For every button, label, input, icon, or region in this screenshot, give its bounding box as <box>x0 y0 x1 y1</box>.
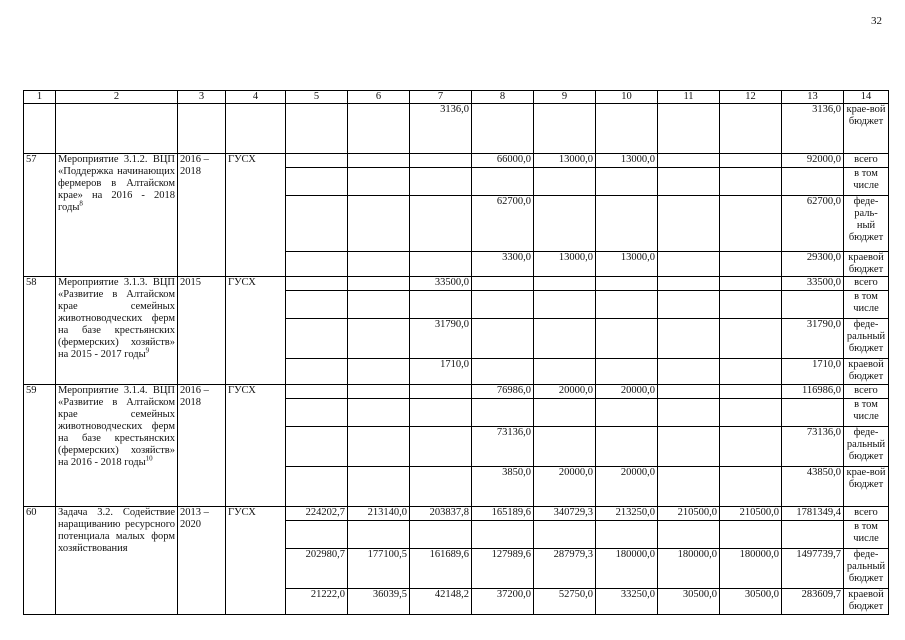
amount-cell <box>720 277 782 291</box>
amount-cell <box>720 168 782 196</box>
carryover-row <box>24 104 889 154</box>
amount-cell <box>534 168 596 196</box>
amount-cell <box>596 427 658 467</box>
measure-title <box>56 385 178 507</box>
period-cell: 2015 <box>178 277 226 385</box>
amount-cell: 33250,0 <box>596 589 658 615</box>
cell <box>178 104 226 154</box>
amount-cell <box>534 277 596 291</box>
budget-type-cell: феде-ральный бюджет <box>844 549 889 589</box>
amount-cell <box>720 252 782 277</box>
amount-cell <box>348 168 410 196</box>
amount-cell <box>596 521 658 549</box>
amount-cell: 213140,0 <box>348 507 410 521</box>
cell <box>348 104 410 154</box>
measure-title <box>56 507 178 615</box>
amount-cell <box>348 399 410 427</box>
amount-cell <box>472 291 534 319</box>
amount-cell: 13000,0 <box>596 252 658 277</box>
amount-cell: 31790,0 <box>782 319 844 359</box>
budget-type-cell: в том числе <box>844 291 889 319</box>
amount-cell <box>596 399 658 427</box>
amount-cell <box>286 277 348 291</box>
amount-cell: 13000,0 <box>596 154 658 168</box>
amount-cell <box>348 319 410 359</box>
amount-cell: 21222,0 <box>286 589 348 615</box>
amount-cell: 177100,5 <box>348 549 410 589</box>
amount-cell: 116986,0 <box>782 385 844 399</box>
amount-cell <box>286 252 348 277</box>
column-header: 6 <box>348 91 410 104</box>
row-number: 57 <box>24 154 56 277</box>
amount-cell <box>472 521 534 549</box>
amount-cell <box>658 427 720 467</box>
footnote-marker: 9 <box>145 346 150 355</box>
table-row <box>24 277 889 291</box>
executor-cell: ГУСХ <box>226 385 286 507</box>
measure-title <box>56 154 178 277</box>
amount-cell <box>534 319 596 359</box>
amount-cell <box>596 168 658 196</box>
period-cell: 2013 – 2020 <box>178 507 226 615</box>
amount-cell <box>658 168 720 196</box>
amount-cell <box>410 291 472 319</box>
cell <box>226 104 286 154</box>
executor-cell: ГУСХ <box>226 507 286 615</box>
column-header: 10 <box>596 91 658 104</box>
amount-cell: 1781349,4 <box>782 507 844 521</box>
amount-cell <box>348 154 410 168</box>
amount-cell <box>410 399 472 427</box>
column-header: 5 <box>286 91 348 104</box>
amount-cell: 180000,0 <box>658 549 720 589</box>
amount-cell: 161689,6 <box>410 549 472 589</box>
budget-type-cell: в том числе <box>844 399 889 427</box>
measure-title-text: Задача 3.2. Содействие наращиванию ресурсного потенциала малых форм хозяйствования <box>58 507 175 554</box>
amount-cell <box>286 399 348 427</box>
measure-title-text: Мероприятие 3.1.4. ВЦП «Развитие в Алтайском крае семейных животноводческих ферм на базе крестьянских (фермерских) хозяйств» на 2016 - 2018 годы <box>58 385 175 468</box>
budget-type-cell: краевой бюджет <box>844 252 889 277</box>
amount-cell <box>596 319 658 359</box>
budget-type-cell: в том числе <box>844 168 889 196</box>
budget-type-cell: крае-вой бюджет <box>844 467 889 507</box>
amount-cell <box>348 277 410 291</box>
amount-cell: 33500,0 <box>410 277 472 291</box>
amount-cell: 66000,0 <box>472 154 534 168</box>
amount-cell <box>286 154 348 168</box>
amount-cell: 20000,0 <box>534 385 596 399</box>
amount-cell <box>658 277 720 291</box>
column-header: 4 <box>226 91 286 104</box>
budget-type-cell: в том числе <box>844 521 889 549</box>
amount-cell: 127989,6 <box>472 549 534 589</box>
amount-cell: 1710,0 <box>782 359 844 385</box>
amount-cell: 92000,0 <box>782 154 844 168</box>
amount-cell <box>720 399 782 427</box>
amount-cell: 180000,0 <box>596 549 658 589</box>
amount-cell <box>348 196 410 252</box>
amount-cell: 30500,0 <box>720 589 782 615</box>
column-header: 9 <box>534 91 596 104</box>
budget-type-cell: краевой бюджет <box>844 589 889 615</box>
amount-cell <box>658 385 720 399</box>
amount-cell <box>596 277 658 291</box>
column-header: 1 <box>24 91 56 104</box>
amount-cell: 52750,0 <box>534 589 596 615</box>
amount-cell: 20000,0 <box>596 467 658 507</box>
measure-title-text: Мероприятие 3.1.3. ВЦП «Развитие в Алтайском крае семейных животноводческих ферм на базе крестьянских (фермерских) хозяйств» на 2015 - 2017 годы <box>58 277 175 360</box>
amount-cell: 202980,7 <box>286 549 348 589</box>
column-header: 11 <box>658 91 720 104</box>
amount-cell <box>348 252 410 277</box>
amount-cell: 29300,0 <box>782 252 844 277</box>
amount-cell <box>720 154 782 168</box>
footnote-marker: 8 <box>79 199 83 208</box>
cell <box>596 104 658 154</box>
amount-cell <box>782 168 844 196</box>
amount-cell: 13000,0 <box>534 154 596 168</box>
amount-cell <box>410 521 472 549</box>
amount-cell: 283609,7 <box>782 589 844 615</box>
amount-cell <box>658 399 720 427</box>
amount-cell <box>472 359 534 385</box>
cell <box>56 104 178 154</box>
amount-cell <box>286 196 348 252</box>
budget-type-cell: всего <box>844 507 889 521</box>
column-header: 7 <box>410 91 472 104</box>
amount-cell: 73136,0 <box>472 427 534 467</box>
amount-cell <box>534 291 596 319</box>
row-number: 58 <box>24 277 56 385</box>
amount-cell <box>348 385 410 399</box>
amount-cell <box>720 427 782 467</box>
amount-cell <box>286 168 348 196</box>
amount-cell <box>286 359 348 385</box>
amount-cell <box>782 399 844 427</box>
page-number: 32 <box>871 15 882 27</box>
amount-cell <box>348 291 410 319</box>
amount-cell: 30500,0 <box>658 589 720 615</box>
amount-cell: 224202,7 <box>286 507 348 521</box>
amount-cell <box>286 291 348 319</box>
amount-cell <box>286 427 348 467</box>
amount-cell <box>596 359 658 385</box>
period-cell: 2016 – 2018 <box>178 154 226 277</box>
amount-cell: 62700,0 <box>782 196 844 252</box>
budget-type-cell: крае-вой бюджет <box>844 104 889 154</box>
amount-cell <box>658 252 720 277</box>
budget-type-cell: феде-ральный бюджет <box>844 319 889 359</box>
amount-cell: 76986,0 <box>472 385 534 399</box>
amount-cell: 20000,0 <box>596 385 658 399</box>
amount-cell: 31790,0 <box>410 319 472 359</box>
column-header: 14 <box>844 91 889 104</box>
amount-cell <box>410 196 472 252</box>
amount-cell: 13000,0 <box>534 252 596 277</box>
amount-cell <box>720 291 782 319</box>
amount-cell <box>658 291 720 319</box>
amount-cell <box>658 521 720 549</box>
measure-title <box>56 277 178 385</box>
amount-cell <box>348 467 410 507</box>
amount-cell <box>286 467 348 507</box>
amount-cell <box>720 467 782 507</box>
amount-cell: 20000,0 <box>534 467 596 507</box>
row-number: 60 <box>24 507 56 615</box>
amount-cell: 165189,6 <box>472 507 534 521</box>
amount-cell <box>658 467 720 507</box>
cell <box>534 104 596 154</box>
amount-cell <box>472 277 534 291</box>
amount-cell: 203837,8 <box>410 507 472 521</box>
amount-cell <box>348 521 410 549</box>
executor-cell: ГУСХ <box>226 277 286 385</box>
amount-cell <box>286 385 348 399</box>
amount-cell: 340729,3 <box>534 507 596 521</box>
amount-cell <box>534 521 596 549</box>
amount-cell <box>534 427 596 467</box>
amount-cell <box>720 319 782 359</box>
budget-type-cell: всего <box>844 385 889 399</box>
amount-cell: 210500,0 <box>720 507 782 521</box>
amount-cell <box>720 196 782 252</box>
measure-title-text: Мероприятие 3.1.2. ВЦП «Поддержка начинающих фермеров в Алтайском крае» на 2016 - 2018 годы <box>58 154 175 213</box>
amount-cell <box>658 359 720 385</box>
cell <box>658 104 720 154</box>
amount-cell: 3136,0 <box>782 104 844 154</box>
cell <box>472 104 534 154</box>
amount-cell <box>472 168 534 196</box>
amount-cell <box>410 467 472 507</box>
amount-cell <box>472 319 534 359</box>
amount-cell: 3850,0 <box>472 467 534 507</box>
amount-cell <box>410 168 472 196</box>
executor-cell: ГУСХ <box>226 154 286 277</box>
budget-type-cell: всего <box>844 154 889 168</box>
cell <box>24 104 56 154</box>
amount-cell <box>658 154 720 168</box>
cell <box>286 104 348 154</box>
amount-cell: 180000,0 <box>720 549 782 589</box>
cell <box>720 104 782 154</box>
amount-cell <box>596 291 658 319</box>
amount-cell: 33500,0 <box>782 277 844 291</box>
table-row <box>24 385 889 399</box>
footnote-marker: 10 <box>145 454 153 463</box>
amount-cell: 43850,0 <box>782 467 844 507</box>
amount-cell: 213250,0 <box>596 507 658 521</box>
amount-cell <box>534 359 596 385</box>
table-row <box>24 154 889 168</box>
column-header: 3 <box>178 91 226 104</box>
amount-cell: 287979,3 <box>534 549 596 589</box>
amount-cell <box>720 521 782 549</box>
amount-cell <box>410 252 472 277</box>
amount-cell: 42148,2 <box>410 589 472 615</box>
column-header-row <box>24 91 889 104</box>
amount-cell <box>348 427 410 467</box>
amount-cell: 3300,0 <box>472 252 534 277</box>
amount-cell <box>720 385 782 399</box>
amount-cell: 36039,5 <box>348 589 410 615</box>
amount-cell <box>410 427 472 467</box>
amount-cell <box>596 196 658 252</box>
amount-cell <box>782 291 844 319</box>
column-header: 8 <box>472 91 534 104</box>
column-header: 12 <box>720 91 782 104</box>
budget-type-cell: краевой бюджет <box>844 359 889 385</box>
amount-cell <box>472 399 534 427</box>
amount-cell: 37200,0 <box>472 589 534 615</box>
period-cell: 2016 – 2018 <box>178 385 226 507</box>
amount-cell: 73136,0 <box>782 427 844 467</box>
budget-type-cell: всего <box>844 277 889 291</box>
budget-type-cell: феде-раль-ный бюджет <box>844 196 889 252</box>
amount-cell <box>720 359 782 385</box>
budget-table <box>23 90 889 615</box>
amount-cell: 1710,0 <box>410 359 472 385</box>
amount-cell <box>782 521 844 549</box>
amount-cell <box>658 196 720 252</box>
amount-cell <box>348 359 410 385</box>
amount-cell: 1497739,7 <box>782 549 844 589</box>
table-row <box>24 507 889 521</box>
amount-cell <box>534 196 596 252</box>
amount-cell <box>410 385 472 399</box>
column-header: 13 <box>782 91 844 104</box>
column-header: 2 <box>56 91 178 104</box>
amount-cell <box>286 521 348 549</box>
budget-type-cell: феде-ральный бюджет <box>844 427 889 467</box>
row-number: 59 <box>24 385 56 507</box>
amount-cell: 3136,0 <box>410 104 472 154</box>
amount-cell: 62700,0 <box>472 196 534 252</box>
amount-cell <box>658 319 720 359</box>
amount-cell <box>534 399 596 427</box>
amount-cell: 210500,0 <box>658 507 720 521</box>
amount-cell <box>286 319 348 359</box>
amount-cell <box>410 154 472 168</box>
